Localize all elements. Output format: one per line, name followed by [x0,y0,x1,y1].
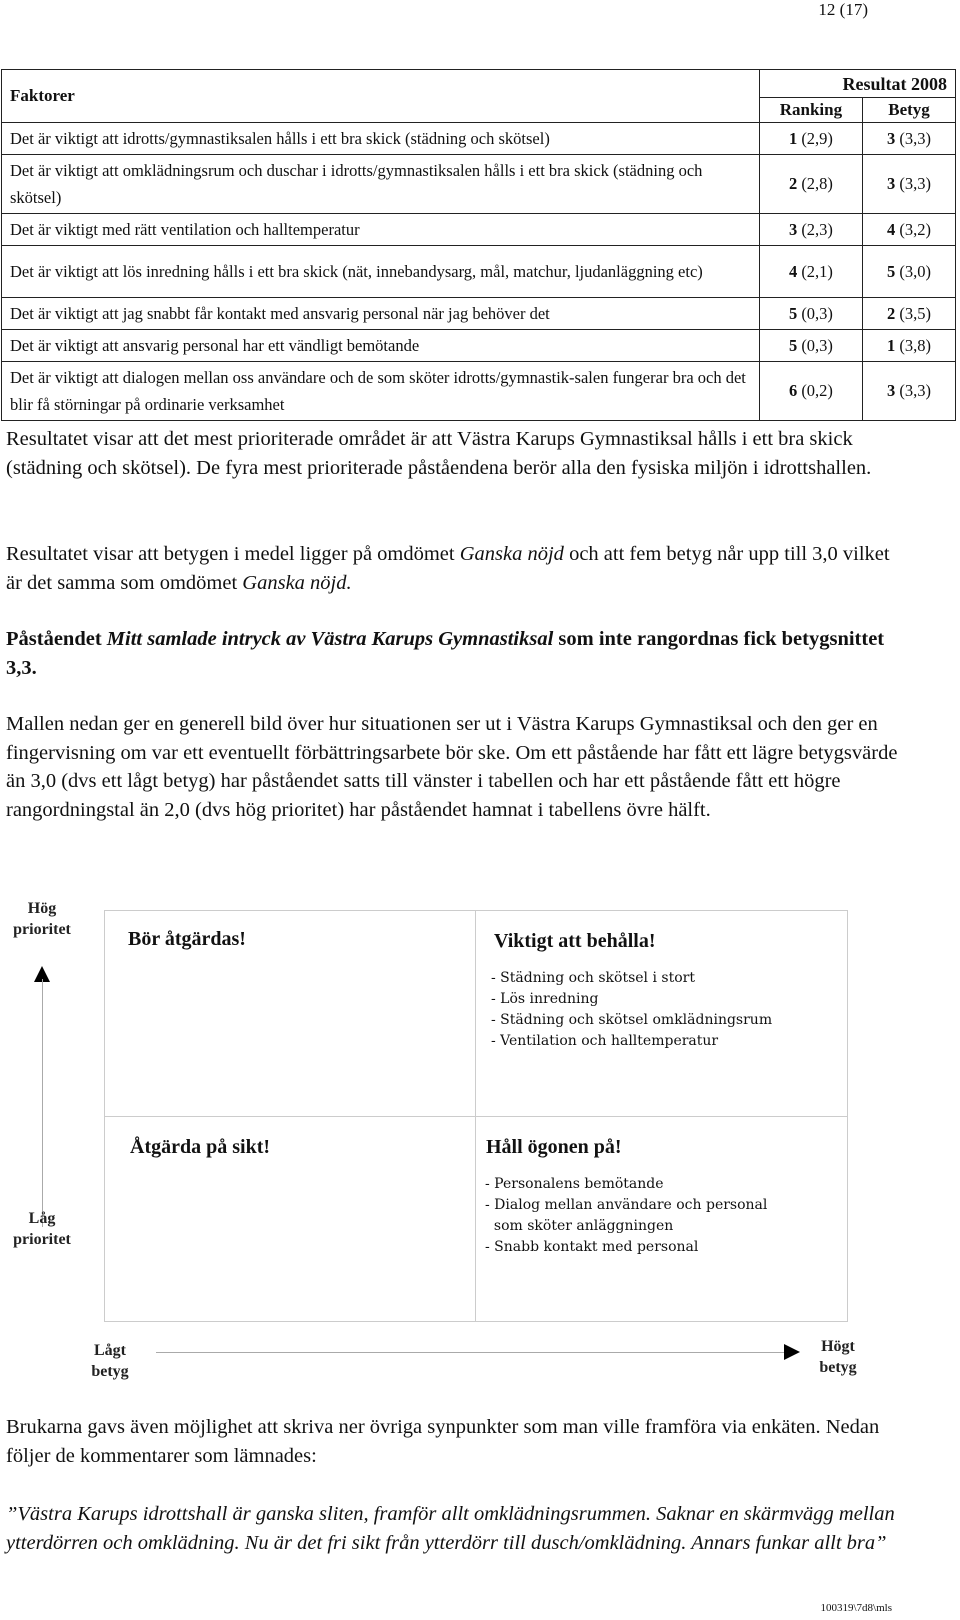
ranking-value: 1 [788,128,798,148]
factor-cell: Det är viktigt att jag snabbt får kontakt med ansvarig personal när jag behöver det [2,298,760,330]
grade-rank: 5 [887,261,896,281]
factor-cell: Det är viktigt att dialogen mellan oss användare och de som sköter idrotts/gymnastik-salen fungerar bra och det blir få störningar på ordinarie verksamhet [2,362,760,421]
p2-emphasis-1: Ganska nöjd [459,543,564,565]
ranking-cell [759,123,862,155]
paragraph-overall-impression [6,625,906,682]
grade-cell [863,123,956,155]
factor-cell: Det är viktigt med rätt ventilation och halltemperatur [2,214,760,246]
ranking-average: (2,3) [801,219,833,239]
vertical-axis-line [42,979,43,1227]
quadrant-list-keep [491,968,772,1052]
p2-text-a: Resultatet visar att betygen i medel ligger på omdömet [6,543,460,565]
paragraph-grade-average [6,540,906,597]
user-comment-quote: ”Västra Karups idrottshall är ganska sliten, framför allt omklädningsrummen. Saknar en skärmvägg mellan ytterdörren och omklädning. Nu är det fri sikt från ytterdörr till dusch/omklädning. Annars funkar allt bra” [6,1503,895,1554]
ranking-average: (2,1) [801,261,833,281]
p3-text-b: som inte rangordnas fick betygsnittet 3,3. [6,628,885,679]
axis-high-priority: Hög prioritet [13,900,71,938]
paragraph-matrix-explanation: Mallen nedan ger en generell bild över hur situationen ser ut i Västra Karups Gymnastiksal och den ger en fingervisning om var ett eventuellt förbättringsarbete bör ske. Om ett påstående har fått ett lägre betygsvärde än 3,0 (dvs ett lågt betyg) har påståendet satts till vänster i tabellen och har ett påstående fått ett högre rangordningstal än 2,0 (dvs hög prioritet) har påståendet hamnat i tabellens övre hälft. [6,713,898,821]
p3-emphasis: Mitt samlade intryck av Västra Karups Gymnastiksal [106,628,554,650]
ranking-average: (2,8) [801,174,833,193]
quadrant-title-act-now: Bör åtgärdas! [128,928,246,950]
grade-rank: 3 [887,128,896,148]
grade-average: (3,5) [899,303,932,323]
priority-matrix [104,910,848,1322]
ranking-value: 2 [788,174,798,193]
table-row [2,214,956,246]
ranking-cell [759,214,862,246]
list-item: - Snabb kontakt med personal [485,1239,699,1255]
table-row [2,330,956,362]
grade-cell [863,362,956,421]
table-row [2,246,956,298]
list-item: - Dialog mellan användare och personal [485,1197,768,1213]
ranking-cell [759,330,862,362]
ranking-average: (2,9) [801,128,833,148]
axis-low-grade: Lågt betyg [91,1342,129,1380]
grade-average: (3,8) [899,335,932,355]
axis-high-grade: Högt betyg [819,1338,857,1376]
grade-cell [863,155,956,214]
grade-average: (3,3) [899,381,932,400]
paragraph-comments-intro: Brukarna gavs även möjlighet att skriva ner övriga synpunkter som man ville framföra via enkäten. Nedan följer de kommentarer som lämnades: [6,1416,880,1467]
p2-emphasis-2: Ganska nöjd. [242,571,352,594]
ranking-value: 6 [788,381,798,400]
ranking-cell [759,246,862,298]
list-item: som sköter anläggningen [485,1218,674,1234]
grade-average: (3,3) [899,128,932,148]
grade-rank: 1 [887,335,896,355]
paragraph-most-prioritized: Resultatet visar att det mest prioriterade området är att Västra Karups Gymnastiksal hålls i ett bra skick (städning och skötsel). De fyra mest prioriterade påståendena berör alla den fysiska miljön i idrottshallen. [6,428,872,479]
header-ranking: Ranking [759,98,862,123]
factor-cell: Det är viktigt att idrotts/gymnastiksalen hålls i ett bra skick (städning och skötsel) [2,123,760,155]
grade-rank: 3 [887,174,896,193]
quadrant-title-act-later: Åtgärda på sikt! [130,1136,271,1158]
ranking-cell [759,298,862,330]
list-item: - Lös inredning [491,991,599,1007]
matrix-horizontal-divider [104,1116,848,1117]
grade-cell [863,298,956,330]
grade-rank: 3 [887,381,896,400]
axis-low-priority: Låg prioritet [13,1210,71,1248]
list-item: - Personalens bemötande [485,1176,664,1192]
ranking-value: 3 [788,219,798,239]
page-number: 12 (17) [818,0,868,19]
grade-rank: 2 [887,303,896,323]
p2-text-b: och att fem betyg når upp till 3,0 vilket är det samma som omdömet [6,543,890,594]
table-row [2,298,956,330]
ranking-average: (0,3) [801,335,833,355]
ranking-value: 5 [788,303,798,323]
table-row [2,123,956,155]
grade-cell [863,246,956,298]
list-item: - Städning och skötsel i stort [491,970,695,986]
grade-cell [863,330,956,362]
header-factors: Faktorer [2,70,760,123]
p3-text-a: Påståendet [6,628,107,650]
factor-cell: Det är viktigt att omklädningsrum och duschar i idrotts/gymnastiksalen hålls i ett bra skick (städning och skötsel) [2,155,760,214]
grade-average: (3,0) [899,261,932,281]
quadrant-list-watch [485,1174,767,1258]
ranking-value: 4 [788,261,798,281]
ranking-cell [759,155,862,214]
grade-rank: 4 [887,219,896,239]
header-grade: Betyg [863,98,956,123]
ranking-cell [759,362,862,421]
table-row [2,155,956,214]
list-item: - Städning och skötsel omklädningsrum [491,1012,773,1028]
ranking-average: (0,3) [801,303,833,323]
grade-average: (3,2) [899,219,932,239]
ranking-value: 5 [788,335,798,355]
table-row [2,362,956,421]
quadrant-title-keep: Viktigt att behålla! [494,930,656,952]
factor-cell: Det är viktigt att lös inredning hålls i ett bra skick (nät, innebandysarg, mål, matchur, ljudanläggning etc) [2,246,760,298]
grade-average: (3,3) [899,174,932,193]
factor-cell: Det är viktigt att ansvarig personal har ett vändligt bemötande [2,330,760,362]
grade-cell [863,214,956,246]
quadrant-title-watch: Håll ögonen på! [486,1136,622,1158]
list-item: - Ventilation och halltemperatur [491,1033,719,1049]
results-table [1,69,956,421]
table-body [2,123,956,421]
ranking-average: (0,2) [801,381,833,400]
footer-code: 100319\7d8\mls [820,1602,892,1614]
arrow-right-icon [784,1344,800,1360]
header-result-2008: Resultat 2008 [759,70,955,98]
horizontal-axis-line [156,1352,786,1353]
